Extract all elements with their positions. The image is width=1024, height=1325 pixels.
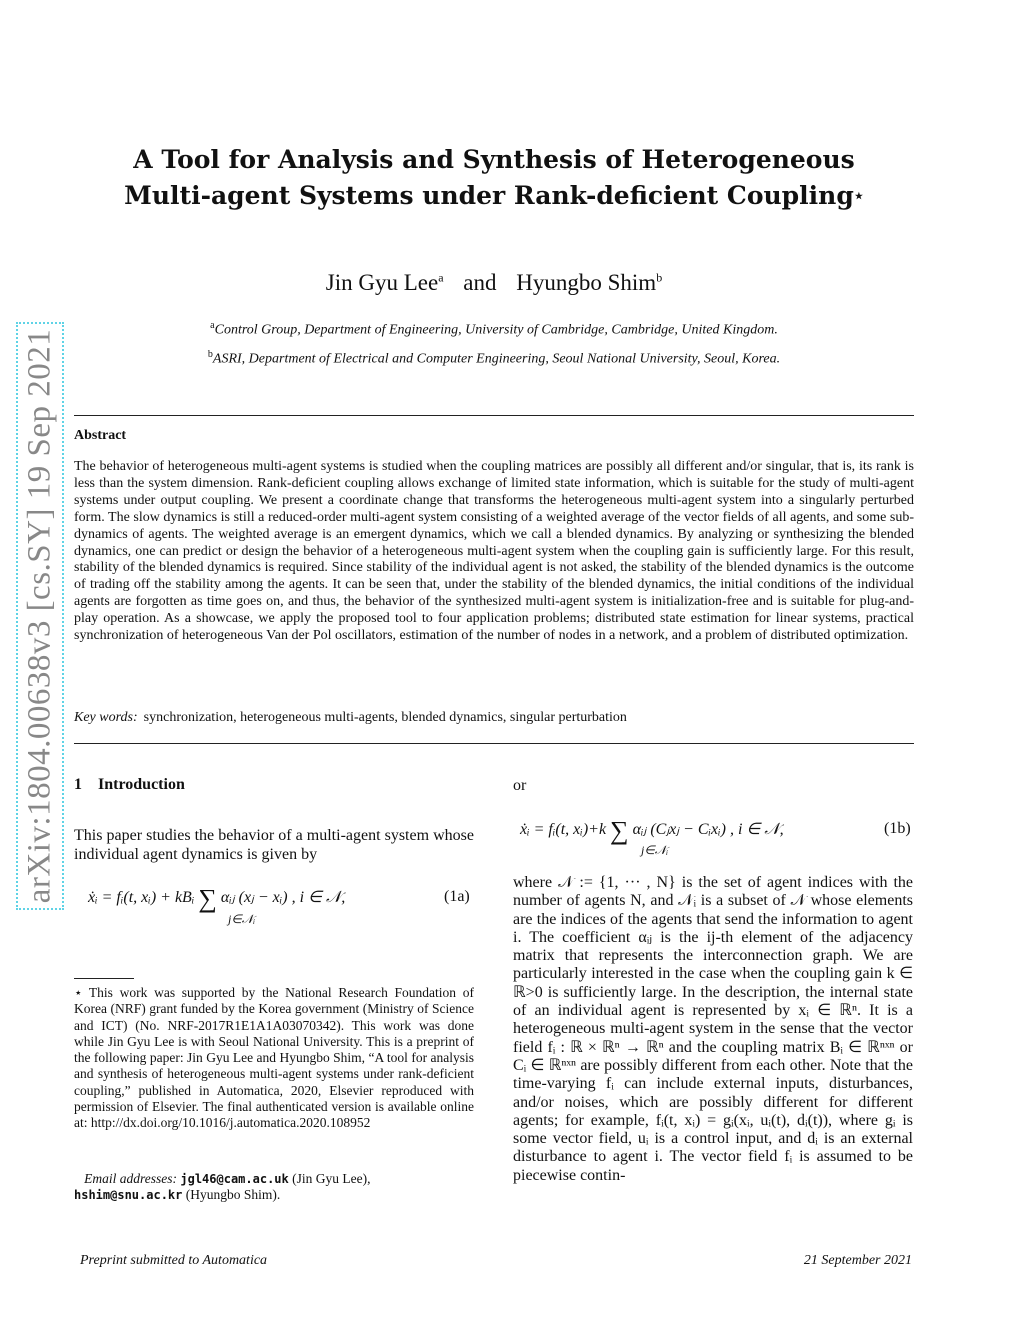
author-name: Jin Gyu Lee <box>325 270 439 295</box>
body-paragraph: This paper studies the behavior of a multi-agent system whose individual agent dynamics is given by <box>74 827 474 863</box>
equation-lhs: ẋᵢ = fᵢ(t, xᵢ) + kBᵢ <box>88 889 195 906</box>
author-conjunction: and <box>463 270 497 295</box>
equation-rhs: αᵢⱼ (xⱼ − xᵢ) , i ∈ 𝒩, <box>220 889 346 906</box>
equation-number: (1b) <box>884 820 911 837</box>
equation-lhs: ẋᵢ = fᵢ(t, xᵢ)+k <box>520 821 607 838</box>
arxiv-stamp <box>16 322 64 910</box>
affiliation-mark: a <box>210 320 215 331</box>
paper-title <box>74 142 914 214</box>
affiliation-mark: b <box>207 349 213 360</box>
sum-symbol: ∑ <box>610 816 629 845</box>
body-paragraph: where 𝒩 := {1, ··· , N} is the set of agent indices with the number of agents N, and 𝒩ᵢ is a subset of 𝒩 whose elements are the indices of the agents that send the information to agent i. The coefficient αᵢⱼ is the ij-th element of the adjacency matrix that represents the interconnection graph. We are particularly interested in the case when the coupling gain k ∈ ℝ>0 is sufficiently large. In the description, the internal state of an individual agent is represented by xᵢ ∈ ℝⁿ. It is a heterogeneous multi-agent system in the sense that the vector field fᵢ : ℝ × ℝⁿ → ℝⁿ and the coupling matrix Bᵢ ∈ ℝⁿˣⁿ or Cᵢ ∈ ℝⁿˣⁿ are possibly different from each other. Note that the time-varying fᵢ can include external inputs, disturbances, and/or noises, which are possibly different for different agents; for example, fᵢ(t, xᵢ) = gᵢ(xᵢ, uᵢ(t), dᵢ(t)), where gᵢ is some vector field, uᵢ is a control input, and dᵢ is an external disturbance to agent i. The vector field fᵢ is assumed to be piecewise contin- <box>513 874 913 1184</box>
section-heading <box>74 776 185 794</box>
affiliation-text: Control Group, Department of Engineering, University of Cambridge, Cambridge, United Kingdom. <box>214 322 778 338</box>
footer-date: 21 September 2021 <box>803 1253 912 1268</box>
footnote <box>74 985 474 1132</box>
equation-1a <box>88 884 345 914</box>
title-line-1: A Tool for Analysis and Synthesis of Heterogeneous <box>133 145 855 174</box>
keywords-text: synchronization, heterogeneous multi-agents, blended dynamics, singular perturbation <box>143 710 627 725</box>
author-affiliation-mark: a <box>438 270 444 285</box>
email-owner: (Jin Gyu Lee), <box>292 1171 371 1186</box>
footer-submission-note: Preprint submitted to Automatica <box>80 1253 268 1268</box>
email-label: Email addresses: <box>84 1171 177 1186</box>
arxiv-identifier: arXiv:1804.00638v3 [cs.SY] 19 Sep 2021 <box>21 328 58 904</box>
affiliation <box>74 320 914 339</box>
author-name: Hyungbo Shim <box>516 270 657 295</box>
footnote-text: This work was supported by the National Research Foundation of Korea (NRF) grant funded by the Korea government (Ministry of Science and ICT) (No. NRF-2017R1E1A1A03070342). This work was done while Jin Gyu Lee is with Seoul National University. This is a preprint of the following paper: Jin Gyu Lee and Hyungbo Shim, “A tool for analysis and synthesis of heterogeneous multi-agent systems under rank-deficient coupling,” published in Automatica, 2020, Elsevier reproduced with permission of Elsevier. The final authenticated version is available online at: http://dx.doi.org/10.1016/j.automatica.2020.108952 <box>74 985 474 1131</box>
author-list <box>74 270 914 296</box>
author-affiliation-mark: b <box>656 270 663 285</box>
sum-symbol: ∑ <box>198 884 217 913</box>
footnote-rule <box>74 978 134 979</box>
title-footnote-mark: ⋆ <box>853 186 864 205</box>
divider <box>74 415 914 416</box>
email-owner: (Hyungbo Shim). <box>185 1187 281 1203</box>
keywords <box>74 710 914 726</box>
abstract-text: The behavior of heterogeneous multi-agent systems is studied when the coupling matrices are possibly all different and/or singular, that is, its rank is less than the system dimension. Rank-deficient coupling allows exchange of limited state information, which is suitable for the study of multi-agent systems under output coupling. We present a coordinate change that transforms the heterogeneous multi-agent system into a singularly perturbed form. The slow dynamics is still a reduced-order multi-agent system consisting of a weighted average of the vector fields of all agents, and some sub-dynamics of agents. The weighted average is an emergent dynamics, which we call a blended dynamics. By analyzing or synthesizing the blended dynamics, one can predict or design the behavior of a heterogeneous multi-agent system when the coupling gain is sufficiently large. For this result, stability of the blended dynamics is required. Since stability of the individual agent is not asked, the stability of the blended dynamics is the outcome of trading off the stability among the agents. It can be seen that, under the stability of the blended dynamics, the initial conditions of the individual agents are forgotten as time goes on, and thus, the behavior of the synthesized multi-agent system is initialization-free and is suitable for plug-and-play operation. As a showcase, we apply the proposed tool to four application problems; distributed state estimation for linear systems, practical synchronization of heterogeneous Van der Pol oscillators, estimation of the number of nodes in a network, and a problem of distributed optimization. <box>74 459 914 644</box>
equation-number: (1a) <box>444 888 470 905</box>
title-line-2: Multi-agent Systems under Rank-deficient Coupling <box>124 181 854 210</box>
divider <box>74 743 914 744</box>
section-number: 1 <box>74 776 82 793</box>
footnote-mark: ⋆ <box>74 985 83 1000</box>
or-word: or <box>513 777 527 794</box>
affiliation-text: ASRI, Department of Electrical and Computer Engineering, Seoul National University, Seoul, Korea. <box>212 351 781 367</box>
abstract-heading: Abstract <box>74 428 127 443</box>
email-addresses <box>74 1171 474 1204</box>
sum-index: j∈𝒩ᵢ <box>228 912 256 926</box>
section-title: Introduction <box>98 776 185 793</box>
affiliation <box>74 349 914 368</box>
sum-index: j∈𝒩ᵢ <box>641 843 669 857</box>
email-link[interactable]: jgl46@cam.ac.uk <box>180 1172 289 1186</box>
email-link[interactable]: hshim@snu.ac.kr <box>74 1188 183 1203</box>
equation-rhs: αᵢⱼ (Cⱼxⱼ − Cᵢxᵢ) , i ∈ 𝒩, <box>632 821 784 838</box>
keywords-label: Key words: <box>74 710 138 725</box>
equation-1b <box>520 816 784 846</box>
